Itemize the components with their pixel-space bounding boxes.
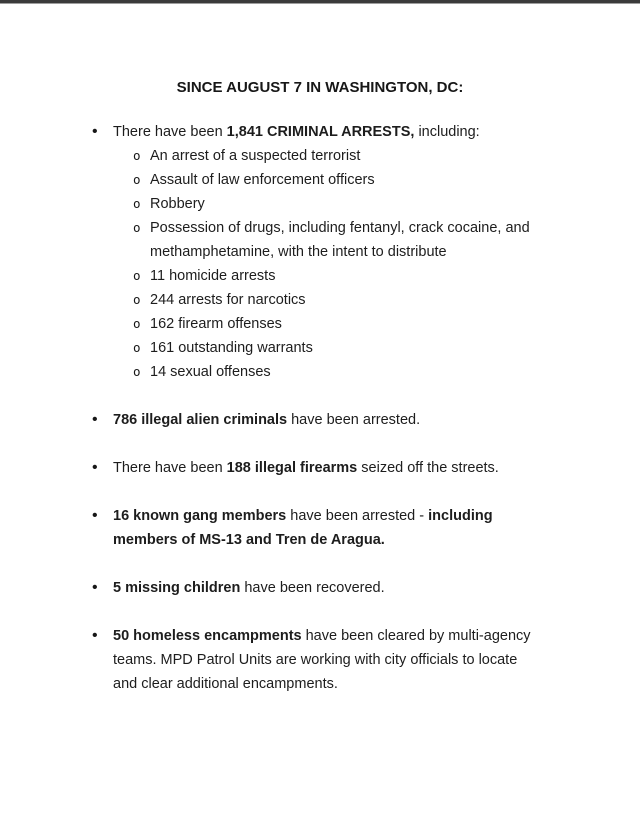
text-run: have been recovered. [240,580,385,596]
bullet-dot-icon: • [92,627,98,644]
bullet-item [0,576,640,600]
text-run: 1,841 CRIMINAL ARRESTS, [226,124,415,140]
text-run: seized off the streets. [357,460,499,476]
text-run: 188 illegal firearms [226,460,358,476]
bullet-text [113,120,480,144]
sub-bullet-item [0,288,640,312]
bullet-dot-icon: • [92,507,98,524]
text-run: 50 homeless encampments [113,628,302,644]
sub-bullet-item [0,216,640,264]
bullet-text [113,456,499,480]
circle-bullet-icon: o [133,268,141,283]
text-run: There have been [113,124,227,140]
text-run: have been arrested - [286,508,429,524]
bullet-group [0,408,640,432]
circle-bullet-icon: o [133,220,141,235]
bullet-group [0,504,640,552]
bullet-dot-icon: • [92,579,98,596]
circle-bullet-icon: o [133,172,141,187]
bullet-dot-icon: • [92,459,98,476]
bullet-item [0,624,640,696]
text-run: including: [414,124,480,140]
sub-bullet-item [0,312,640,336]
circle-bullet-icon: o [133,340,141,355]
sub-bullet-text: 14 sexual offenses [150,364,271,380]
text-run: have been arrested. [287,412,421,428]
sub-bullet-text: Assault of law enforcement officers [150,172,375,188]
sub-bullet-text: An arrest of a suspected terrorist [150,148,361,164]
circle-bullet-icon: o [133,196,141,211]
sub-bullet-item [0,144,640,168]
circle-bullet-icon: o [133,364,141,379]
bullet-text [113,624,537,696]
sub-bullet-text: 161 outstanding warrants [150,340,313,356]
sub-bullet-text: 162 firearm offenses [150,316,282,332]
bullet-item [0,120,640,144]
text-run: 16 known gang members [113,508,287,524]
bullet-dot-icon: • [92,411,98,428]
sub-bullet-item [0,168,640,192]
text-run: including members of MS-13 and Tren de Aragua. [113,508,493,548]
bullet-item [0,408,640,432]
text-run: There have been [113,460,227,476]
bullet-dot-icon: • [92,123,98,140]
sub-bullet-text: Possession of drugs, including fentanyl, crack cocaine, and methamphetamine, with the intent to distribute [150,220,530,260]
circle-bullet-icon: o [133,316,141,331]
sub-bullet-text: Robbery [150,196,205,212]
sub-bullet-item [0,360,640,384]
document-title: SINCE AUGUST 7 IN WASHINGTON, DC: [176,79,464,96]
circle-bullet-icon: o [133,148,141,163]
sub-bullet-item [0,192,640,216]
circle-bullet-icon: o [133,292,141,307]
bullet-list [0,120,640,696]
bullet-text [113,504,515,552]
sub-bullet-text: 244 arrests for narcotics [150,292,306,308]
sub-bullet-item [0,336,640,360]
bullet-item [0,456,640,480]
bullet-text [113,576,385,600]
bullet-text [113,408,420,432]
bullet-group [0,624,640,696]
sub-bullet-item [0,264,640,288]
bullet-group [0,120,640,384]
text-run: have been cleared by multi-agency teams. MPD Patrol Units are working with city officials to locate and clear additional encampments. [113,628,531,692]
bullet-item [0,504,640,552]
sub-bullet-text: 11 homicide arrests [150,268,276,284]
text-run: 786 illegal alien criminals [113,412,288,428]
bullet-group [0,456,640,480]
text-run: 5 missing children [113,580,241,596]
bullet-group [0,576,640,600]
window-top-edge [0,0,640,4]
